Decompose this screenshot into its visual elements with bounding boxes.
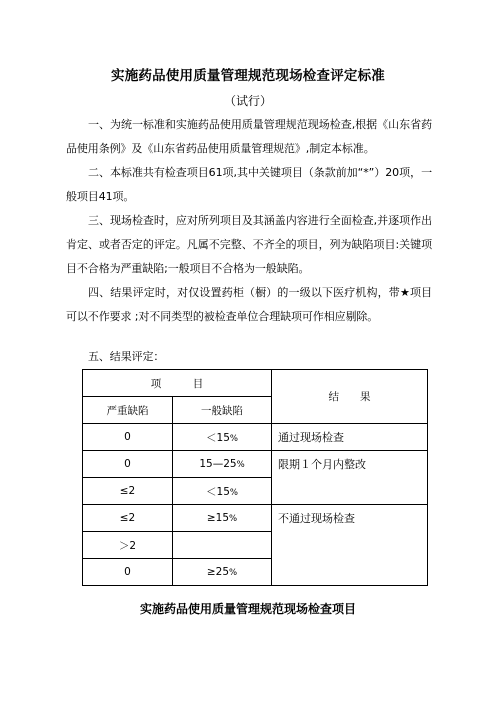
result-cell: 通过现场检查 bbox=[272, 424, 428, 451]
general-cell: ≥15% bbox=[173, 505, 272, 532]
serious-cell: 0 bbox=[83, 424, 173, 451]
serious-cell: ＞2 bbox=[83, 532, 173, 559]
document-subtitle: （试行） bbox=[223, 94, 272, 108]
col-serious-header: 严重缺陷 bbox=[83, 397, 173, 424]
document-title: 实施药品使用质量管理规范现场检查评定标准 bbox=[111, 68, 385, 84]
general-cell: ≥25% bbox=[173, 559, 272, 586]
serious-cell: 0 bbox=[83, 451, 173, 478]
section-title: 实施药品使用质量管理规范现场检查项目 bbox=[139, 602, 356, 616]
general-cell: ＜15% bbox=[173, 478, 272, 505]
paragraph-3: 三、现场检查时，应对所列项目及其涵盖内容进行全面检查,并逐项作出肯定、或者否定的评定。凡属不完整、不齐全的项目，列为缺陷项目:关键项目不合格为严重缺陷;一般项目不合格为一般缺陷。 bbox=[66, 214, 432, 275]
serious-cell: 0 bbox=[83, 559, 173, 586]
table-header-row bbox=[83, 370, 428, 397]
serious-cell: ≤2 bbox=[83, 478, 173, 505]
general-cell: 15—25% bbox=[173, 451, 272, 478]
header-result: 结 果 bbox=[272, 370, 428, 424]
paragraph-5: 五、结果评定： bbox=[88, 350, 165, 363]
table-row bbox=[83, 505, 428, 532]
table-row bbox=[83, 451, 428, 478]
serious-cell: ≤2 bbox=[83, 505, 173, 532]
header-item: 项 目 bbox=[83, 370, 272, 397]
paragraph-1: 一、为统一标准和实施药品使用质量管理规范现场检查,根据《山东省药品使用条例》及《山东省药品使用质量管理规范》,制定本标准。 bbox=[66, 118, 432, 155]
col-general-header: 一般缺陷 bbox=[173, 397, 272, 424]
paragraph-2: 二、本标准共有检查项目61项,其中关键项目（条款前加“*”）20项，一般项目41项。 bbox=[66, 166, 432, 203]
result-cell: 限期１个月内整改 bbox=[272, 451, 428, 505]
general-cell bbox=[173, 532, 272, 559]
general-cell: ＜15% bbox=[173, 424, 272, 451]
paragraph-4: 四、结果评定时，对仅设置药柜（橱）的一级以下医疗机构，带★项目可以不作要求 ;对不同类型的被检查单位合理缺项可作相应剔除。 bbox=[66, 286, 432, 323]
table-row bbox=[83, 424, 428, 451]
evaluation-table bbox=[82, 369, 428, 586]
result-cell: 不通过现场检查 bbox=[272, 505, 428, 586]
